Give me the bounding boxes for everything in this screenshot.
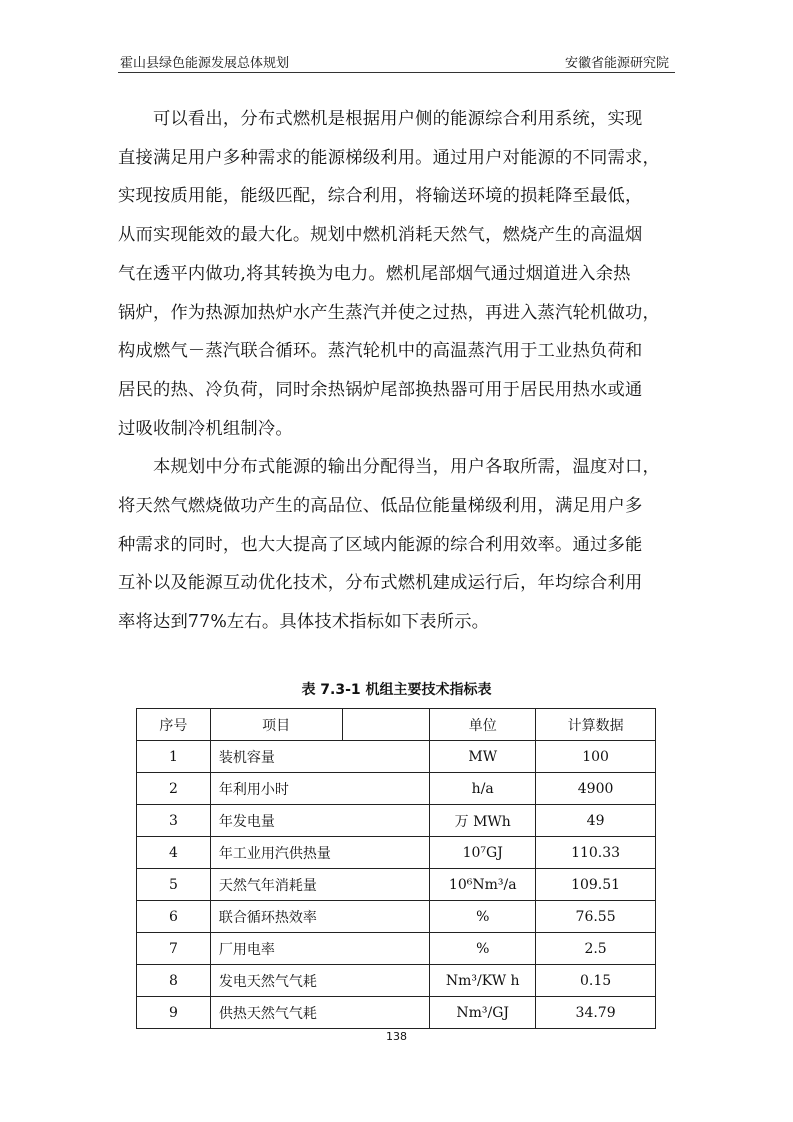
cell-unit: MW <box>430 741 536 773</box>
cell-item: 装机容量 <box>210 741 429 773</box>
technical-indicators-table <box>136 708 656 1029</box>
cell-item: 联合循环热效率 <box>210 901 429 933</box>
table-row <box>137 933 656 965</box>
cell-item: 厂用电率 <box>210 933 429 965</box>
table-row <box>137 773 656 805</box>
header-cell-empty <box>342 709 430 741</box>
table-row <box>137 997 656 1029</box>
text-line: 从而实现能效的最大化。规划中燃机消耗天然气，燃烧产生的高温烟 <box>118 225 643 246</box>
cell-index: 1 <box>137 741 211 773</box>
text-line: 将天然气燃烧做功产生的高品位、低品位能量梯级利用，满足用户多 <box>118 496 643 517</box>
cell-value: 100 <box>536 741 656 773</box>
table-row <box>137 965 656 997</box>
cell-value: 109.51 <box>536 869 656 901</box>
text-line: 居民的热、冷负荷，同时余热锅炉尾部换热器可用于居民用热水或通 <box>118 379 643 400</box>
text-line: 互补以及能源互动优化技术，分布式燃机建成运行后，年均综合利用 <box>118 573 643 594</box>
text-line: 构成燃气－蒸汽联合循环。蒸汽轮机中的高温蒸汽用于工业热负荷和 <box>118 341 643 362</box>
text-line: 可以看出，分布式燃机是根据用户侧的能源综合利用系统，实现 <box>118 109 643 129</box>
cell-index: 5 <box>137 869 211 901</box>
text-line: 过吸收制冷机组制冷。 <box>118 418 293 439</box>
cell-index: 2 <box>137 773 211 805</box>
cell-unit: 万 MWh <box>430 805 536 837</box>
cell-unit: h/a <box>430 773 536 805</box>
cell-unit: Nm³/KW h <box>430 965 536 997</box>
paragraph-2 <box>118 448 686 642</box>
cell-index: 6 <box>137 901 211 933</box>
text-line: 种需求的同时，也大大提高了区域内能源的综合利用效率。通过多能 <box>118 534 643 555</box>
text-line: 锅炉，作为热源加热炉水产生蒸汽并使之过热，再进入蒸汽轮机做功， <box>118 302 660 323</box>
cell-item: 年利用小时 <box>210 773 429 805</box>
table-header-row <box>137 709 656 741</box>
header-cell-index: 序号 <box>137 709 211 741</box>
cell-unit: % <box>430 901 536 933</box>
cell-item: 供热天然气气耗 <box>210 997 429 1029</box>
cell-item: 年发电量 <box>210 805 429 837</box>
cell-value: 76.55 <box>536 901 656 933</box>
cell-value: 34.79 <box>536 997 656 1029</box>
cell-index: 3 <box>137 805 211 837</box>
cell-value: 0.15 <box>536 965 656 997</box>
cell-value: 4900 <box>536 773 656 805</box>
table-row <box>137 869 656 901</box>
text-line: 率将达到77%左右。具体技术指标如下表所示。 <box>118 612 490 633</box>
header-cell-item: 项目 <box>210 709 342 741</box>
cell-unit: 10⁷GJ <box>430 837 536 869</box>
cell-index: 4 <box>137 837 211 869</box>
header-cell-unit: 单位 <box>430 709 536 741</box>
cell-value: 110.33 <box>536 837 656 869</box>
table-row <box>137 901 656 933</box>
header-organization: 安徽省能源研究院 <box>564 56 669 71</box>
paragraph-1 <box>118 100 686 448</box>
cell-unit: % <box>430 933 536 965</box>
cell-value: 49 <box>536 805 656 837</box>
table-row <box>137 805 656 837</box>
cell-index: 9 <box>137 997 211 1029</box>
page-header <box>118 46 675 73</box>
text-line: 实现按质用能，能级匹配，综合利用，将输送环境的损耗降至最低， <box>118 186 643 207</box>
cell-unit: Nm³/GJ <box>430 997 536 1029</box>
cell-item: 年工业用汽供热量 <box>210 837 429 869</box>
cell-value: 2.5 <box>536 933 656 965</box>
body-text <box>118 100 686 642</box>
text-line: 气在透平内做功,将其转换为电力。燃机尾部烟气通过烟道进入余热 <box>118 263 631 284</box>
table-row <box>137 837 656 869</box>
text-line: 本规划中分布式能源的输出分配得当，用户各取所需，温度对口， <box>118 457 660 478</box>
table-caption: 表 7.3-1 机组主要技术指标表 <box>301 682 492 698</box>
page-number: 138 <box>386 1030 407 1043</box>
text-line: 直接满足用户多种需求的能源梯级利用。通过用户对能源的不同需求， <box>118 147 660 168</box>
cell-item: 发电天然气气耗 <box>210 965 429 997</box>
cell-index: 8 <box>137 965 211 997</box>
header-document-title: 霍山县绿色能源发展总体规划 <box>120 56 290 71</box>
cell-index: 7 <box>137 933 211 965</box>
cell-item: 天然气年消耗量 <box>210 869 429 901</box>
cell-unit: 10⁶Nm³/a <box>430 869 536 901</box>
table-row <box>137 741 656 773</box>
header-cell-value: 计算数据 <box>536 709 656 741</box>
